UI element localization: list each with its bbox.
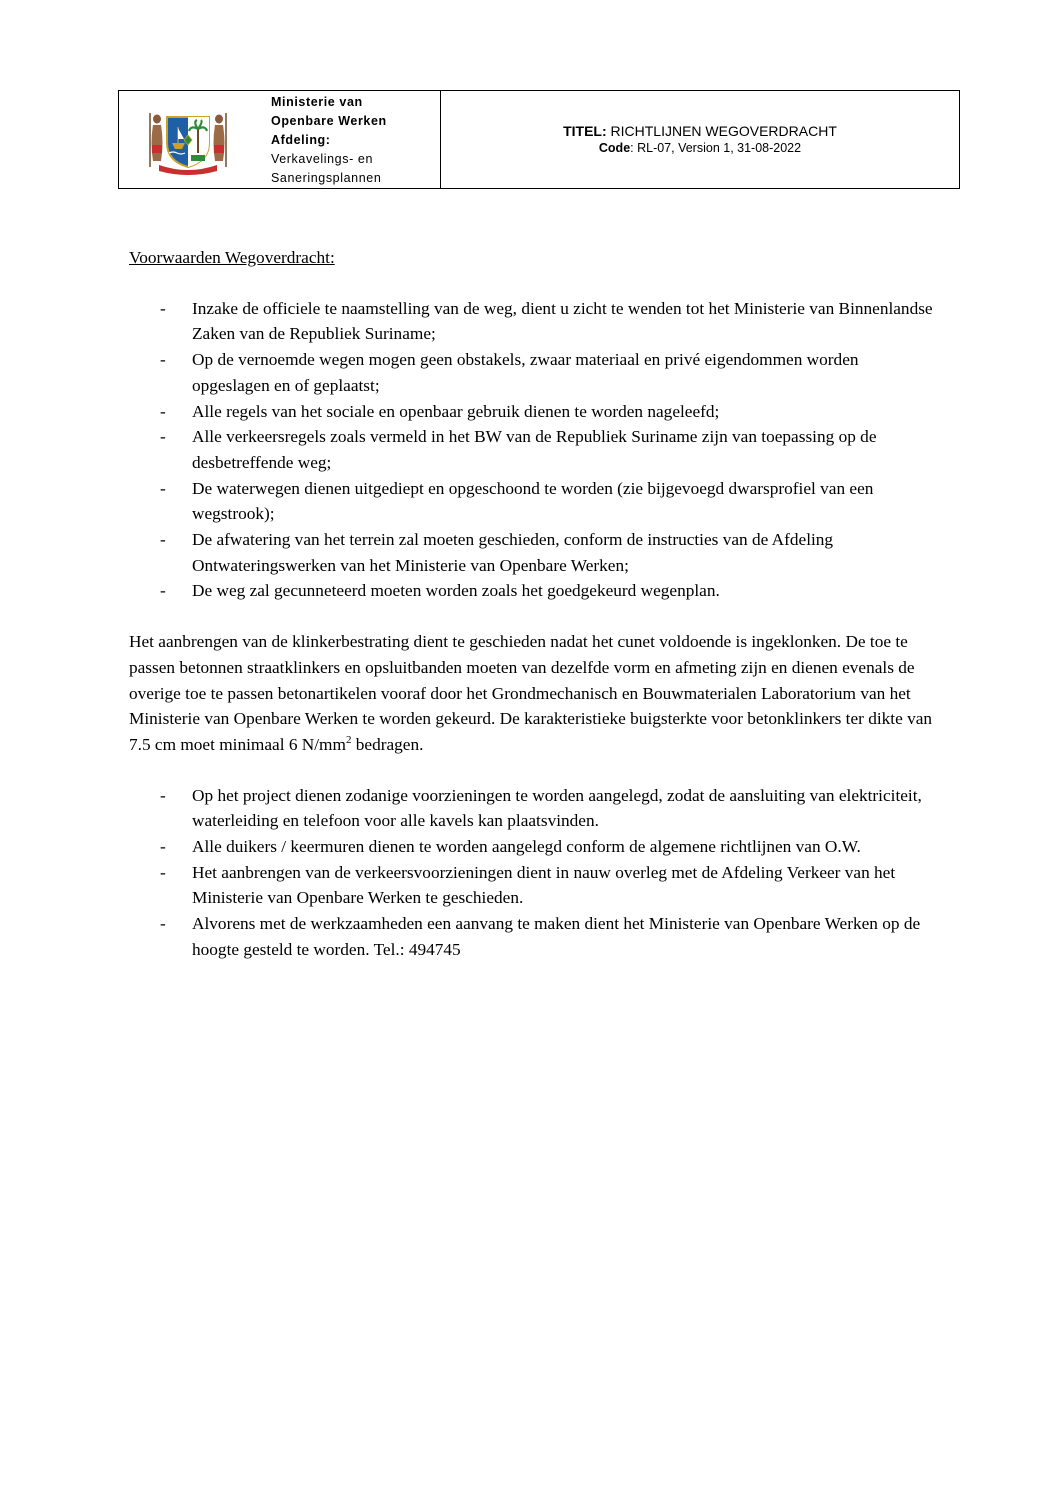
code-value: : RL-07, Version 1, 31-08-2022: [630, 141, 802, 155]
header-left-cell: [119, 91, 441, 188]
list-item-text: Op de vernoemde wegen mogen geen obstakels, zwaar materiaal en privé eigendommen worden opgeslagen en of geplaatst;: [192, 350, 859, 395]
document-title: [441, 123, 959, 139]
bullet-dash: -: [160, 401, 166, 421]
document-header-table: [118, 90, 960, 189]
document-body: [129, 245, 939, 963]
bullet-dash: -: [160, 427, 166, 447]
bullet-dash: -: [160, 478, 166, 498]
bullet-dash: -: [160, 914, 166, 934]
list-item-text: Alle duikers / keermuren dienen te worden aangelegd conform de algemene richtlijnen van O.W.: [192, 837, 861, 857]
bullet-dash: -: [160, 530, 166, 550]
list-item-text: Alvorens met de werkzaamheden een aanvang te maken dient het Ministerie van Openbare Werken op de hoogte gesteld te worden. Tel.: 494745: [192, 914, 921, 959]
list-item-text: De afwatering van het terrein zal moeten geschieden, conform de instructies van de Afdeling Ontwateringswerken van het Ministerie van Openbare Werken;: [192, 530, 834, 575]
document-code: [441, 141, 959, 155]
bullet-dash: -: [160, 350, 166, 370]
suriname-coat-of-arms-icon: [147, 105, 229, 177]
bullet-dash: -: [160, 785, 166, 805]
org-line: Openbare Werken: [271, 114, 387, 128]
list-item: [129, 834, 939, 860]
bullet-dash: -: [160, 837, 166, 857]
conditions-list: [129, 296, 939, 604]
list-item: [129, 578, 939, 604]
list-item: [129, 911, 939, 962]
organization-name: [271, 93, 441, 188]
list-item-text: De waterwegen dienen uitgediept en opgeschoond te worden (zie bijgevoegd dwarsprofiel van een wegstrook);: [192, 478, 874, 524]
header-right-cell: [441, 91, 959, 188]
org-line: Ministerie van: [271, 95, 363, 109]
list-item: [129, 527, 939, 578]
list-item-text: Het aanbrengen van de verkeersvoorzieningen dient in nauw overleg met de Afdeling Verkeer van het Ministerie van Openbare Werken te geschieden.: [192, 862, 896, 908]
bullet-dash: -: [160, 298, 166, 318]
superscript-2: 2: [345, 733, 352, 746]
list-item: [129, 424, 939, 475]
paragraph-tail: bedragen.: [351, 734, 424, 754]
list-item-text: Op het project dienen zodanige voorzieningen te worden aangelegd, zodat de aansluiting van elektriciteit, waterleiding en telefoon voor alle kavels kan plaatsvinden.: [192, 785, 922, 831]
org-line: Verkavelings- en: [271, 152, 374, 166]
list-item-text: Inzake de officiele te naamstelling van de weg, dient u zicht te wenden tot het Ministerie van Binnenlandse Zaken van de Republiek Suriname;: [192, 298, 933, 344]
list-item: [129, 347, 939, 398]
list-item-text: Alle verkeersregels zoals vermeld in het BW van de Republiek Suriname zijn van toepassing op de desbetreffende weg;: [192, 427, 877, 472]
org-line: Afdeling:: [271, 133, 331, 147]
code-label: Code: [598, 141, 631, 155]
section-heading: Voorwaarden Wegoverdracht:: [129, 248, 335, 267]
paragraph-klinkerbestrating: [129, 629, 939, 758]
list-item: [129, 399, 939, 425]
title-value: RICHTLIJNEN WEGOVERDRACHT: [610, 123, 837, 139]
bullet-dash: -: [160, 581, 166, 601]
project-requirements-list: [129, 783, 939, 963]
list-item: [129, 296, 939, 347]
list-item: [129, 860, 939, 911]
paragraph-text: Het aanbrengen van de klinkerbestrating dient te geschieden nadat het cunet voldoende is ingeklonken. De toe te passen betonnen straatklinkers en opsluitbanden moeten van dezelfde vorm en afmeting zijn en dienen evenals de overige toe te passen betonartikelen vooraf door het Grondmechanisch en Bouwmaterialen Laboratorium van het Ministerie van Openbare Werken te worden gekeurd. De karakteristieke buigsterkte voor betonklinkers ter dikte van 7.5 cm moet minimaal 6 N/mm: [129, 632, 933, 754]
title-label: TITEL:: [563, 123, 607, 139]
list-item-text: De weg zal gecunneteerd moeten worden zoals het goedgekeurd wegenplan.: [192, 581, 720, 601]
org-line: Saneringsplannen: [271, 171, 382, 185]
bullet-dash: -: [160, 862, 166, 882]
list-item: [129, 783, 939, 834]
list-item: [129, 476, 939, 527]
list-item-text: Alle regels van het sociale en openbaar gebruik dienen te worden nageleefd;: [192, 401, 720, 421]
